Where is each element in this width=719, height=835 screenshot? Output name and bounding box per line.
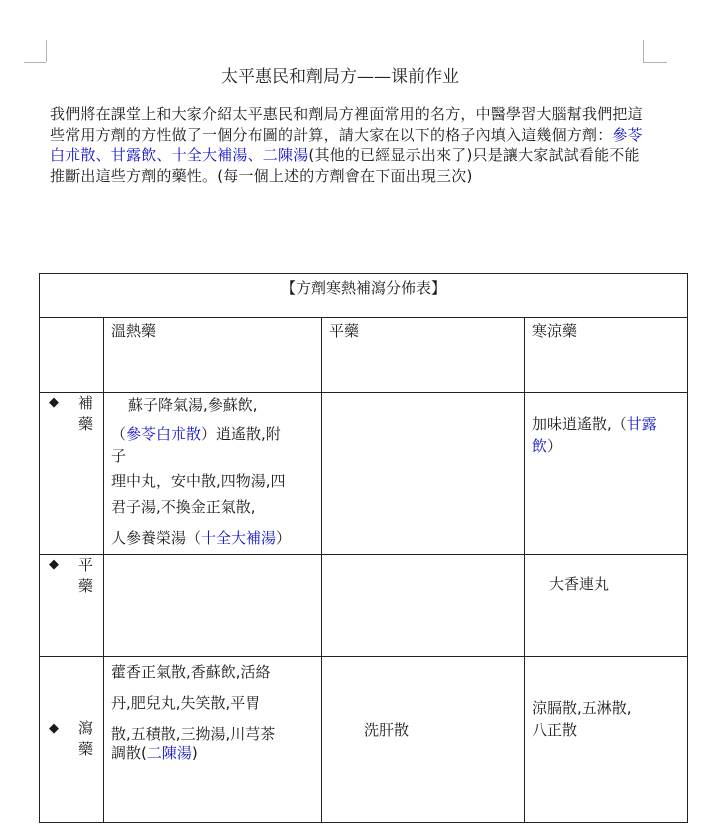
document-title: 太平惠民和劑局方——课前作业 bbox=[221, 67, 459, 87]
row-label-chars: 平 藥 bbox=[78, 556, 94, 595]
diamond-bullet: ◆ bbox=[49, 557, 59, 572]
crop-mark-top-right-vertical bbox=[643, 40, 644, 62]
cell-bu-warm: 蘇子降氣湯,參蘇飲, （參苓白朮散）逍遙散,附 子 理中丸，安中散,四物湯,四 君子湯,不換金正氣散, 人參養榮湯（十全大補湯） bbox=[104, 393, 322, 555]
cell-xie-warm: 藿香正氣散,香蘇飲,活絡 丹,肥兒丸,失笑散,平胃 散,五積散,三拗湯,川芎茶 調散(二陳湯) bbox=[104, 657, 322, 823]
distribution-table bbox=[39, 273, 688, 823]
cell-ping-neutral bbox=[322, 555, 525, 657]
highlight-formula: 甘露 bbox=[626, 415, 657, 433]
highlight-formula: 飲 bbox=[532, 437, 548, 455]
header-warm: 溫熱藥 bbox=[104, 318, 322, 393]
highlight-formula: 二陳湯 bbox=[146, 744, 192, 762]
crop-mark-top-left-vertical bbox=[46, 40, 47, 62]
row-label-xie bbox=[40, 657, 104, 823]
intro-text-2: (其他的已經显示出來了)只是讓大家試試看能不能推斷出這些方劑的藥性。(每一個上述的方劑會在下面出現三次) bbox=[50, 146, 640, 185]
cell-ping-warm bbox=[104, 555, 322, 657]
header-cool: 寒涼藥 bbox=[525, 318, 688, 393]
cell-bu-cool: 加味逍遙散,（甘露 飲） bbox=[525, 393, 688, 555]
cell-ping-cool: 大香連丸 bbox=[525, 555, 688, 657]
table-caption: 【方劑寒熱補瀉分佈表】 bbox=[40, 274, 688, 318]
diamond-bullet: ◆ bbox=[49, 721, 59, 736]
intro-text-1: 我們將在課堂上和大家介紹太平惠民和劑局方裡面常用的名方，中醫學習大腦幫我們把這些常用方劑的方性做了一個分布圖的計算，請大家在以下的格子內填入這幾個方劑： bbox=[50, 105, 643, 144]
cell-bu-neutral bbox=[322, 393, 525, 555]
row-label-bu bbox=[40, 393, 104, 555]
intro-paragraph bbox=[50, 104, 650, 186]
header-empty-cell bbox=[40, 318, 104, 393]
cell-xie-neutral: 洗肝散 bbox=[322, 657, 525, 823]
header-neutral: 平藥 bbox=[322, 318, 525, 393]
cell-xie-cool: 涼膈散,五淋散, 八正散 bbox=[525, 657, 688, 823]
row-label-chars: 補 藥 bbox=[78, 394, 94, 433]
highlight-formula: 十全大補湯 bbox=[201, 529, 277, 547]
intro-highlight: 參苓白朮散、甘露飲、十全大補湯、二陳湯 bbox=[50, 125, 643, 164]
highlight-formula: 參苓白朮散 bbox=[126, 425, 202, 443]
row-label-ping bbox=[40, 555, 104, 657]
diamond-bullet: ◆ bbox=[49, 395, 59, 410]
row-label-chars: 瀉 藥 bbox=[78, 719, 94, 758]
